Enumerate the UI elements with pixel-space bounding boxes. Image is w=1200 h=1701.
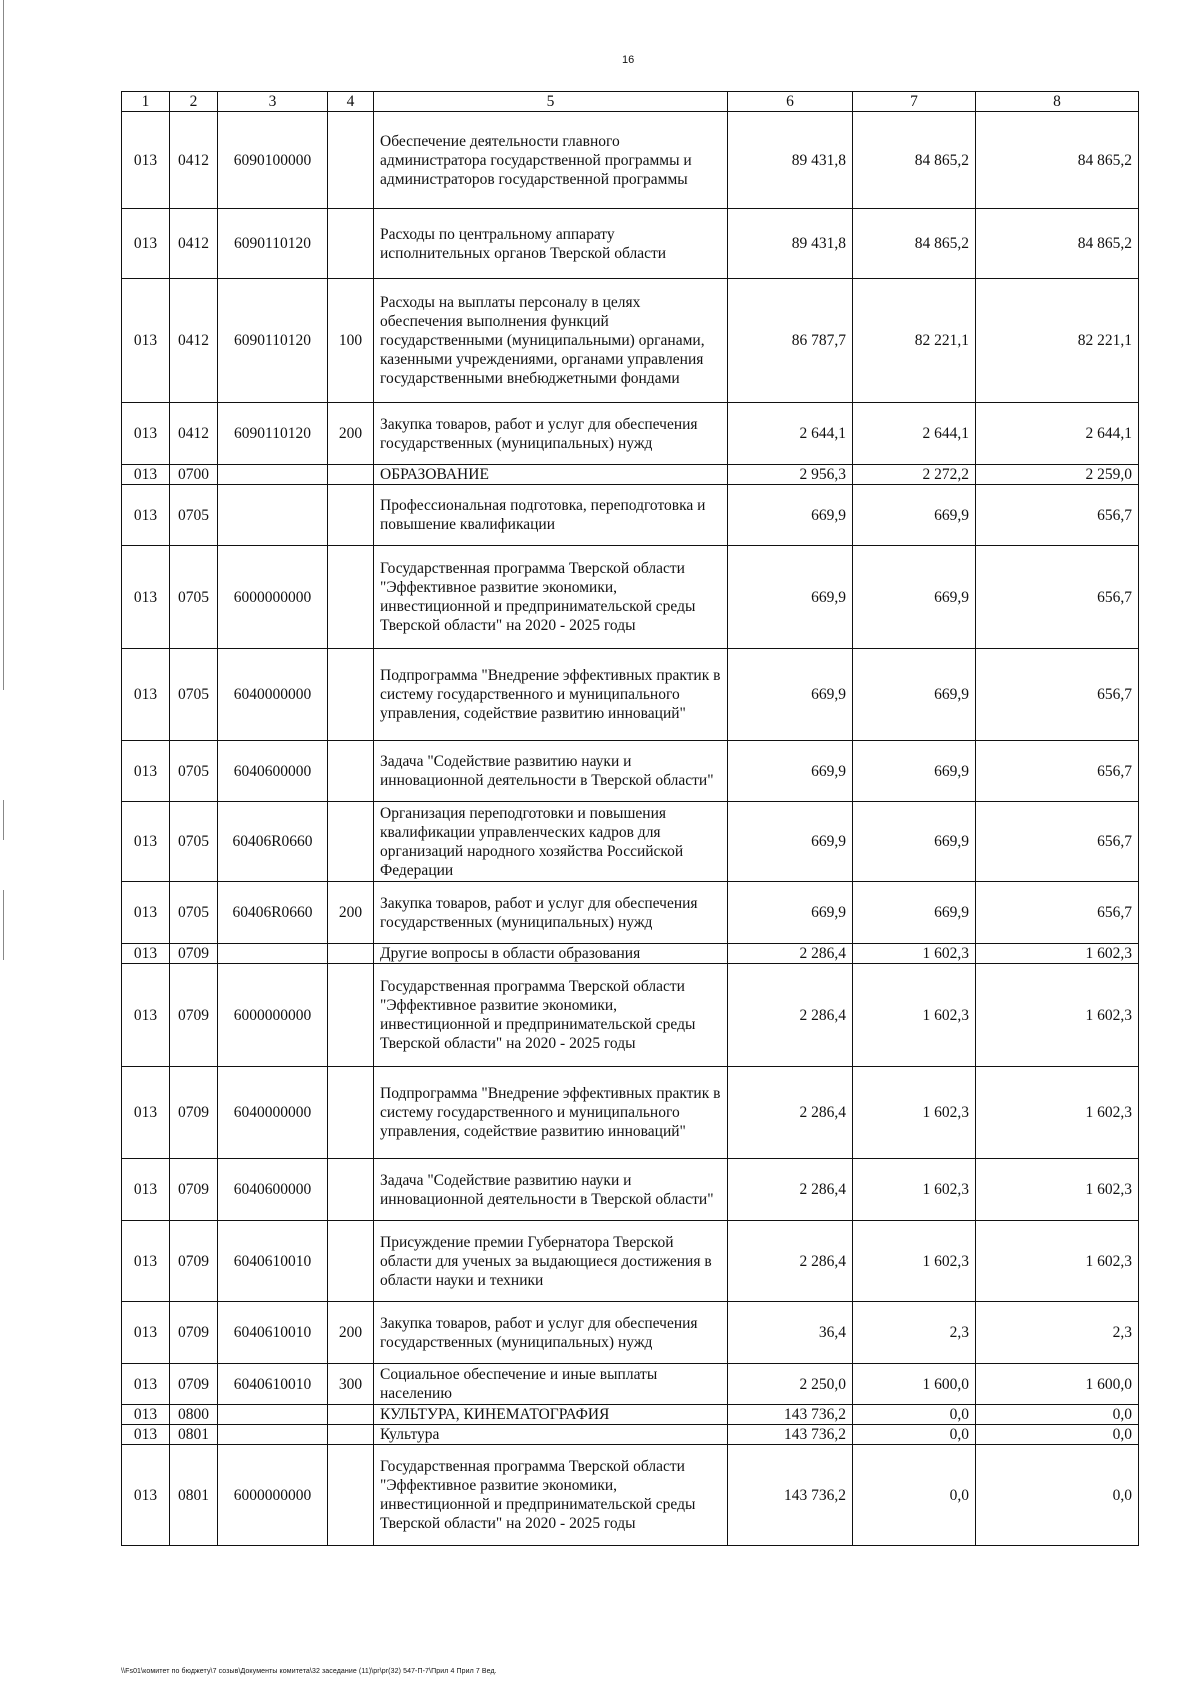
table-row <box>122 649 1139 741</box>
amount-col7-cell: 1 602,3 <box>853 944 976 964</box>
amount-col6-cell: 2 286,4 <box>728 964 853 1067</box>
section-code-cell: 0412 <box>170 279 218 403</box>
table-row <box>122 546 1139 649</box>
admin-code-cell: 013 <box>122 1221 170 1302</box>
amount-col6-cell: 86 787,7 <box>728 279 853 403</box>
amount-col8-cell: 1 602,3 <box>976 944 1139 964</box>
admin-code-cell: 013 <box>122 279 170 403</box>
amount-col7-cell: 2,3 <box>853 1302 976 1364</box>
description-cell: Расходы по центральному аппарату исполнительных органов Тверской области <box>374 209 728 279</box>
amount-col7-cell: 2 644,1 <box>853 403 976 465</box>
table-row <box>122 964 1139 1067</box>
description-cell: Присуждение премии Губернатора Тверской области для ученых за выдающиеся достижения в области науки и техники <box>374 1221 728 1302</box>
table-row <box>122 279 1139 403</box>
target-article-cell: 6090100000 <box>218 112 328 209</box>
target-article-cell: 6040000000 <box>218 649 328 741</box>
amount-col6-cell: 2 644,1 <box>728 403 853 465</box>
expense-type-cell <box>328 1067 374 1159</box>
admin-code-cell: 013 <box>122 882 170 944</box>
amount-col7-cell: 0,0 <box>853 1405 976 1425</box>
table-row <box>122 882 1139 944</box>
scan-edge-mark <box>3 800 4 840</box>
admin-code-cell: 013 <box>122 1067 170 1159</box>
amount-col6-cell: 2 286,4 <box>728 1067 853 1159</box>
admin-code-cell: 013 <box>122 1159 170 1221</box>
expense-type-cell <box>328 802 374 882</box>
section-code-cell: 0700 <box>170 465 218 485</box>
section-code-cell: 0801 <box>170 1445 218 1546</box>
section-code-cell: 0705 <box>170 741 218 802</box>
amount-col7-cell: 2 272,2 <box>853 465 976 485</box>
amount-col8-cell: 2,3 <box>976 1302 1139 1364</box>
amount-col6-cell: 36,4 <box>728 1302 853 1364</box>
description-cell: КУЛЬТУРА, КИНЕМАТОГРАФИЯ <box>374 1405 728 1425</box>
expense-type-cell: 100 <box>328 279 374 403</box>
section-code-cell: 0801 <box>170 1425 218 1445</box>
amount-col7-cell: 1 602,3 <box>853 1067 976 1159</box>
target-article-cell: 6040610010 <box>218 1221 328 1302</box>
amount-col8-cell: 0,0 <box>976 1405 1139 1425</box>
description-cell: Закупка товаров, работ и услуг для обеспечения государственных (муниципальных) нужд <box>374 1302 728 1364</box>
section-code-cell: 0705 <box>170 882 218 944</box>
description-cell: Задача "Содействие развитию науки и инновационной деятельности в Тверской области" <box>374 741 728 802</box>
amount-col7-cell: 669,9 <box>853 882 976 944</box>
column-header: 8 <box>976 92 1139 112</box>
section-code-cell: 0705 <box>170 649 218 741</box>
section-code-cell: 0709 <box>170 1221 218 1302</box>
target-article-cell: 60406R0660 <box>218 802 328 882</box>
description-cell: Закупка товаров, работ и услуг для обеспечения государственных (муниципальных) нужд <box>374 403 728 465</box>
section-code-cell: 0412 <box>170 403 218 465</box>
admin-code-cell: 013 <box>122 649 170 741</box>
description-cell: Социальное обеспечение и иные выплаты населению <box>374 1364 728 1405</box>
amount-col6-cell: 669,9 <box>728 802 853 882</box>
expense-type-cell <box>328 112 374 209</box>
expense-type-cell <box>328 465 374 485</box>
amount-col8-cell: 656,7 <box>976 741 1139 802</box>
column-header: 2 <box>170 92 218 112</box>
target-article-cell: 6090110120 <box>218 403 328 465</box>
admin-code-cell: 013 <box>122 964 170 1067</box>
amount-col7-cell: 84 865,2 <box>853 112 976 209</box>
column-header: 1 <box>122 92 170 112</box>
target-article-cell <box>218 1405 328 1425</box>
amount-col8-cell: 1 602,3 <box>976 1159 1139 1221</box>
expense-type-cell <box>328 1425 374 1445</box>
amount-col8-cell: 656,7 <box>976 546 1139 649</box>
target-article-cell: 6000000000 <box>218 546 328 649</box>
description-cell: Расходы на выплаты персоналу в целях обеспечения выполнения функций государственными (муниципальными) органами, казенными учреждениями, органами управления государственными внебюджетными фондами <box>374 279 728 403</box>
admin-code-cell: 013 <box>122 741 170 802</box>
amount-col6-cell: 2 250,0 <box>728 1364 853 1405</box>
section-code-cell: 0709 <box>170 1067 218 1159</box>
amount-col7-cell: 669,9 <box>853 546 976 649</box>
description-cell: Другие вопросы в области образования <box>374 944 728 964</box>
target-article-cell <box>218 944 328 964</box>
section-code-cell: 0705 <box>170 546 218 649</box>
column-header: 5 <box>374 92 728 112</box>
expense-type-cell <box>328 1405 374 1425</box>
admin-code-cell: 013 <box>122 403 170 465</box>
admin-code-cell: 013 <box>122 944 170 964</box>
section-code-cell: 0709 <box>170 1302 218 1364</box>
target-article-cell: 6040600000 <box>218 741 328 802</box>
amount-col6-cell: 143 736,2 <box>728 1405 853 1425</box>
scan-edge-mark <box>3 890 4 960</box>
expense-type-cell: 200 <box>328 882 374 944</box>
amount-col8-cell: 1 600,0 <box>976 1364 1139 1405</box>
amount-col6-cell: 669,9 <box>728 485 853 546</box>
amount-col8-cell: 2 259,0 <box>976 465 1139 485</box>
expense-type-cell <box>328 1445 374 1546</box>
amount-col7-cell: 0,0 <box>853 1425 976 1445</box>
table-row <box>122 802 1139 882</box>
target-article-cell: 6090110120 <box>218 279 328 403</box>
table-row <box>122 1405 1139 1425</box>
amount-col8-cell: 1 602,3 <box>976 1221 1139 1302</box>
column-header: 6 <box>728 92 853 112</box>
budget-table <box>121 91 1139 1546</box>
page-number: 16 <box>622 54 635 66</box>
expense-type-cell: 300 <box>328 1364 374 1405</box>
target-article-cell: 6040000000 <box>218 1067 328 1159</box>
description-cell: Государственная программа Тверской области "Эффективное развитие экономики, инвестиционной и предпринимательской среды Тверской области" на 2020 - 2025 годы <box>374 546 728 649</box>
target-article-cell: 6090110120 <box>218 209 328 279</box>
admin-code-cell: 013 <box>122 1445 170 1546</box>
expense-type-cell <box>328 485 374 546</box>
section-code-cell: 0709 <box>170 944 218 964</box>
admin-code-cell: 013 <box>122 546 170 649</box>
amount-col8-cell: 2 644,1 <box>976 403 1139 465</box>
target-article-cell: 6040610010 <box>218 1364 328 1405</box>
table-row <box>122 209 1139 279</box>
table-row <box>122 465 1139 485</box>
column-header: 3 <box>218 92 328 112</box>
expense-type-cell <box>328 209 374 279</box>
amount-col6-cell: 669,9 <box>728 882 853 944</box>
table-row <box>122 485 1139 546</box>
section-code-cell: 0709 <box>170 1364 218 1405</box>
amount-col8-cell: 656,7 <box>976 802 1139 882</box>
amount-col8-cell: 84 865,2 <box>976 112 1139 209</box>
description-cell: Подпрограмма "Внедрение эффективных практик в систему государственного и муниципального управления, содействие развитию инноваций" <box>374 1067 728 1159</box>
amount-col7-cell: 0,0 <box>853 1445 976 1546</box>
target-article-cell: 6000000000 <box>218 1445 328 1546</box>
expense-type-cell <box>328 944 374 964</box>
section-code-cell: 0412 <box>170 209 218 279</box>
amount-col7-cell: 669,9 <box>853 485 976 546</box>
admin-code-cell: 013 <box>122 1302 170 1364</box>
target-article-cell <box>218 1425 328 1445</box>
target-article-cell: 6000000000 <box>218 964 328 1067</box>
amount-col6-cell: 2 286,4 <box>728 1221 853 1302</box>
table-row <box>122 1302 1139 1364</box>
table-row <box>122 1159 1139 1221</box>
table-header-row <box>122 92 1139 112</box>
file-path-footer: \\Fs01\комитет по бюджету\7 созыв\Документы комитета\32 заседание (11)\pr\pr(32) 547-П-7\Прил 4 Прил 7 Вед. <box>121 1668 497 1675</box>
amount-col7-cell: 84 865,2 <box>853 209 976 279</box>
description-cell: Организация переподготовки и повышения квалификации управленческих кадров для организаций народного хозяйства Российской Федерации <box>374 802 728 882</box>
amount-col6-cell: 143 736,2 <box>728 1445 853 1546</box>
amount-col6-cell: 2 286,4 <box>728 944 853 964</box>
table-row <box>122 1425 1139 1445</box>
table-row <box>122 1221 1139 1302</box>
admin-code-cell: 013 <box>122 209 170 279</box>
target-article-cell <box>218 485 328 546</box>
admin-code-cell: 013 <box>122 1364 170 1405</box>
amount-col7-cell: 1 602,3 <box>853 964 976 1067</box>
target-article-cell: 60406R0660 <box>218 882 328 944</box>
section-code-cell: 0709 <box>170 964 218 1067</box>
amount-col8-cell: 82 221,1 <box>976 279 1139 403</box>
table-row <box>122 403 1139 465</box>
scan-edge-mark <box>3 0 4 690</box>
expense-type-cell <box>328 1221 374 1302</box>
section-code-cell: 0705 <box>170 802 218 882</box>
description-cell: Профессиональная подготовка, переподготовка и повышение квалификации <box>374 485 728 546</box>
amount-col7-cell: 1 602,3 <box>853 1221 976 1302</box>
section-code-cell: 0705 <box>170 485 218 546</box>
table-row <box>122 741 1139 802</box>
table-row <box>122 944 1139 964</box>
target-article-cell: 6040600000 <box>218 1159 328 1221</box>
table-row <box>122 112 1139 209</box>
amount-col6-cell: 669,9 <box>728 649 853 741</box>
admin-code-cell: 013 <box>122 1405 170 1425</box>
description-cell: Культура <box>374 1425 728 1445</box>
section-code-cell: 0800 <box>170 1405 218 1425</box>
amount-col8-cell: 1 602,3 <box>976 964 1139 1067</box>
amount-col7-cell: 82 221,1 <box>853 279 976 403</box>
expense-type-cell <box>328 964 374 1067</box>
admin-code-cell: 013 <box>122 802 170 882</box>
column-header: 4 <box>328 92 374 112</box>
amount-col6-cell: 89 431,8 <box>728 112 853 209</box>
amount-col8-cell: 656,7 <box>976 882 1139 944</box>
expense-type-cell <box>328 649 374 741</box>
target-article-cell: 6040610010 <box>218 1302 328 1364</box>
section-code-cell: 0709 <box>170 1159 218 1221</box>
amount-col6-cell: 669,9 <box>728 546 853 649</box>
table-row <box>122 1445 1139 1546</box>
description-cell: Задача "Содействие развитию науки и инновационной деятельности в Тверской области" <box>374 1159 728 1221</box>
description-cell: Обеспечение деятельности главного администратора государственной программы и администраторов государственной программы <box>374 112 728 209</box>
admin-code-cell: 013 <box>122 465 170 485</box>
admin-code-cell: 013 <box>122 485 170 546</box>
amount-col7-cell: 1 602,3 <box>853 1159 976 1221</box>
description-cell: Государственная программа Тверской области "Эффективное развитие экономики, инвестиционной и предпринимательской среды Тверской области" на 2020 - 2025 годы <box>374 964 728 1067</box>
admin-code-cell: 013 <box>122 112 170 209</box>
table-row <box>122 1067 1139 1159</box>
expense-type-cell: 200 <box>328 1302 374 1364</box>
expense-type-cell: 200 <box>328 403 374 465</box>
amount-col7-cell: 669,9 <box>853 802 976 882</box>
amount-col8-cell: 656,7 <box>976 485 1139 546</box>
amount-col8-cell: 0,0 <box>976 1425 1139 1445</box>
section-code-cell: 0412 <box>170 112 218 209</box>
amount-col6-cell: 669,9 <box>728 741 853 802</box>
amount-col6-cell: 2 286,4 <box>728 1159 853 1221</box>
target-article-cell <box>218 465 328 485</box>
column-header: 7 <box>853 92 976 112</box>
amount-col8-cell: 656,7 <box>976 649 1139 741</box>
description-cell: ОБРАЗОВАНИЕ <box>374 465 728 485</box>
expense-type-cell <box>328 1159 374 1221</box>
description-cell: Государственная программа Тверской области "Эффективное развитие экономики, инвестиционной и предпринимательской среды Тверской области" на 2020 - 2025 годы <box>374 1445 728 1546</box>
table-row <box>122 1364 1139 1405</box>
expense-type-cell <box>328 546 374 649</box>
amount-col7-cell: 669,9 <box>853 741 976 802</box>
amount-col6-cell: 2 956,3 <box>728 465 853 485</box>
amount-col6-cell: 143 736,2 <box>728 1425 853 1445</box>
amount-col6-cell: 89 431,8 <box>728 209 853 279</box>
amount-col7-cell: 1 600,0 <box>853 1364 976 1405</box>
description-cell: Подпрограмма "Внедрение эффективных практик в систему государственного и муниципального управления, содействие развитию инноваций" <box>374 649 728 741</box>
amount-col8-cell: 1 602,3 <box>976 1067 1139 1159</box>
amount-col8-cell: 84 865,2 <box>976 209 1139 279</box>
admin-code-cell: 013 <box>122 1425 170 1445</box>
amount-col7-cell: 669,9 <box>853 649 976 741</box>
amount-col8-cell: 0,0 <box>976 1445 1139 1546</box>
description-cell: Закупка товаров, работ и услуг для обеспечения государственных (муниципальных) нужд <box>374 882 728 944</box>
expense-type-cell <box>328 741 374 802</box>
